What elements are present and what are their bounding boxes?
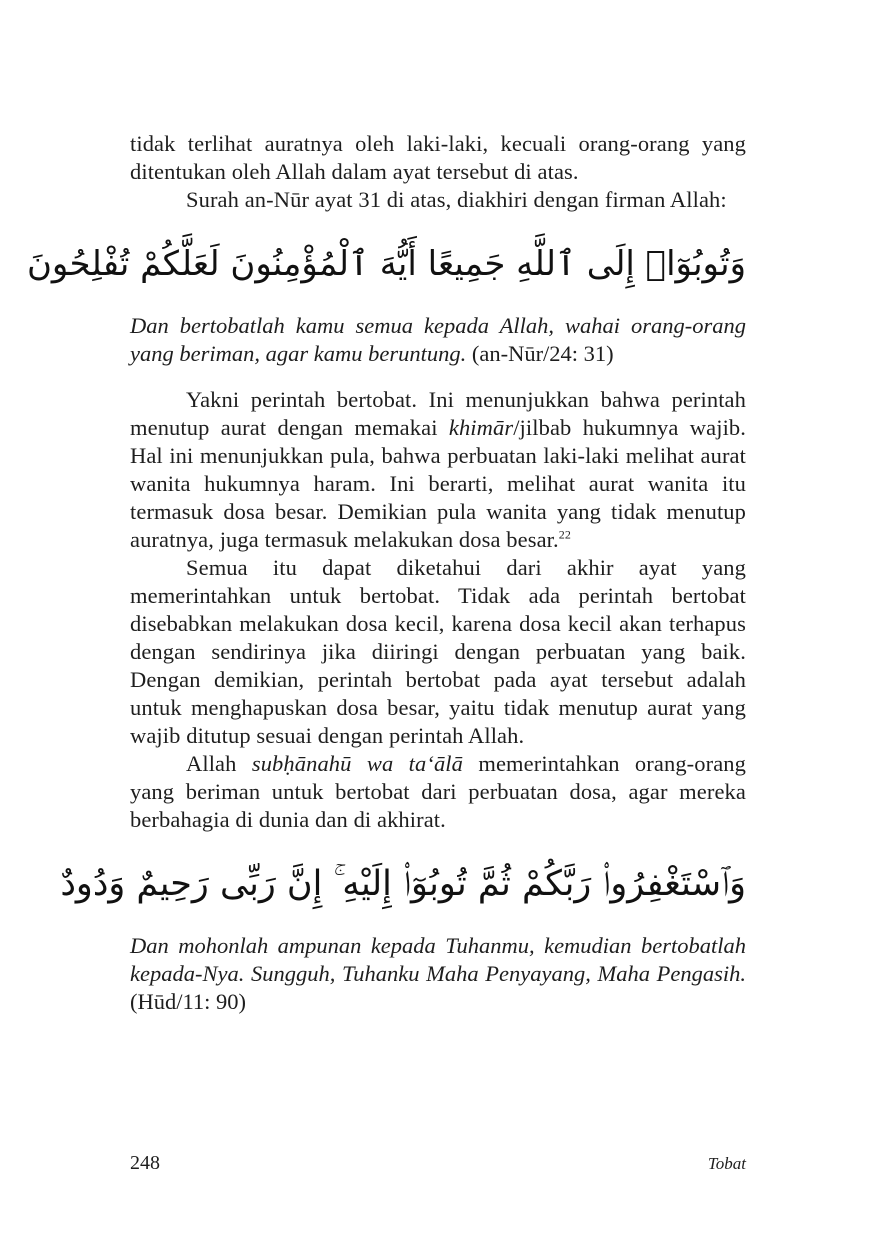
translation-2-text: Dan mohonlah ampunan kepada Tuhanmu, kemudian bertobatlah kepada-Nya. Sungguh, Tuhanku Maha Penyayang, Maha Pengasih. bbox=[130, 933, 746, 986]
paragraph-3 bbox=[130, 386, 746, 554]
paragraph-5-term: subḥānahū wa ta‘ālā bbox=[251, 751, 463, 776]
paragraph-5-text-b: memerintahkan orang-orang yang beriman untuk bertobat dari perbuatan dosa, agar mereka berbahagia di dunia dan di akhirat. bbox=[130, 751, 746, 832]
translation-1-text: Dan bertobatlah kamu semua kepada Allah, wahai orang-orang yang beriman, agar kamu beruntung. bbox=[130, 313, 746, 366]
page-number: 248 bbox=[130, 1152, 160, 1174]
paragraph-5-text-a: Allah bbox=[186, 751, 252, 776]
paragraph-1: tidak terlihat auratnya oleh laki-laki, kecuali orang-orang yang ditentukan oleh Allah dalam ayat tersebut di atas. bbox=[130, 131, 746, 184]
verse-reference-1: (an-Nūr/24: 31) bbox=[471, 341, 614, 366]
translation-2 bbox=[130, 932, 746, 1016]
verse-reference-2: (Hūd/11: 90) bbox=[130, 989, 247, 1014]
paragraph-3-term: khimār bbox=[448, 415, 514, 440]
arabic-verse-1: وَتُوبُوٓا۟ إِلَى ٱللَّهِ جَمِيعًا أَيُّهَ ٱلْمُؤْمِنُونَ لَعَلَّكُمْ تُفْلِحُونَ bbox=[26, 244, 746, 284]
paragraph-3-text-b: /jilbab hukumnya wajib. Hal ini menunjukkan pula, bahwa perbuatan laki-laki melihat aurat wanita hukumnya haram. Ini berarti, melihat aurat wanita itu termasuk dosa besar. Demikian pula wanita yang tidak menutup auratnya, juga termasuk melakukan dosa besar. bbox=[130, 415, 746, 552]
page-body bbox=[26, 130, 746, 1016]
paragraph-5 bbox=[130, 750, 746, 834]
running-title: Tobat bbox=[707, 1154, 746, 1173]
arabic-verse-2: وَٱسْتَغْفِرُوا۟ رَبَّكُمْ ثُمَّ تُوبُوٓا۟ إِلَيْهِ ۚ إِنَّ رَبِّى رَحِيمٌ وَدُودٌ bbox=[60, 864, 746, 904]
paragraph-3-text-a: Yakni perintah bertobat. Ini menunjukkan bahwa perintah menutup aurat dengan memakai bbox=[130, 387, 746, 440]
page-footer bbox=[130, 1152, 746, 1175]
paragraph-2: Surah an-Nūr ayat 31 di atas, diakhiri dengan firman Allah: bbox=[186, 187, 727, 212]
translation-1 bbox=[130, 312, 746, 368]
footnote-marker[interactable]: 22 bbox=[558, 527, 571, 542]
paragraph-4: Semua itu dapat diketahui dari akhir ayat yang memerintahkan untuk bertobat. Tidak ada perintah bertobat disebabkan melakukan dosa kecil, karena dosa kecil akan terhapus dengan sendirinya jika diiringi dengan perbuatan yang baik. Dengan demikian, perintah bertobat pada ayat tersebut adalah untuk menghapuskan dosa besar, yaitu tidak menutup aurat yang wajib ditutup sesuai dengan perintah Allah. bbox=[130, 555, 746, 748]
